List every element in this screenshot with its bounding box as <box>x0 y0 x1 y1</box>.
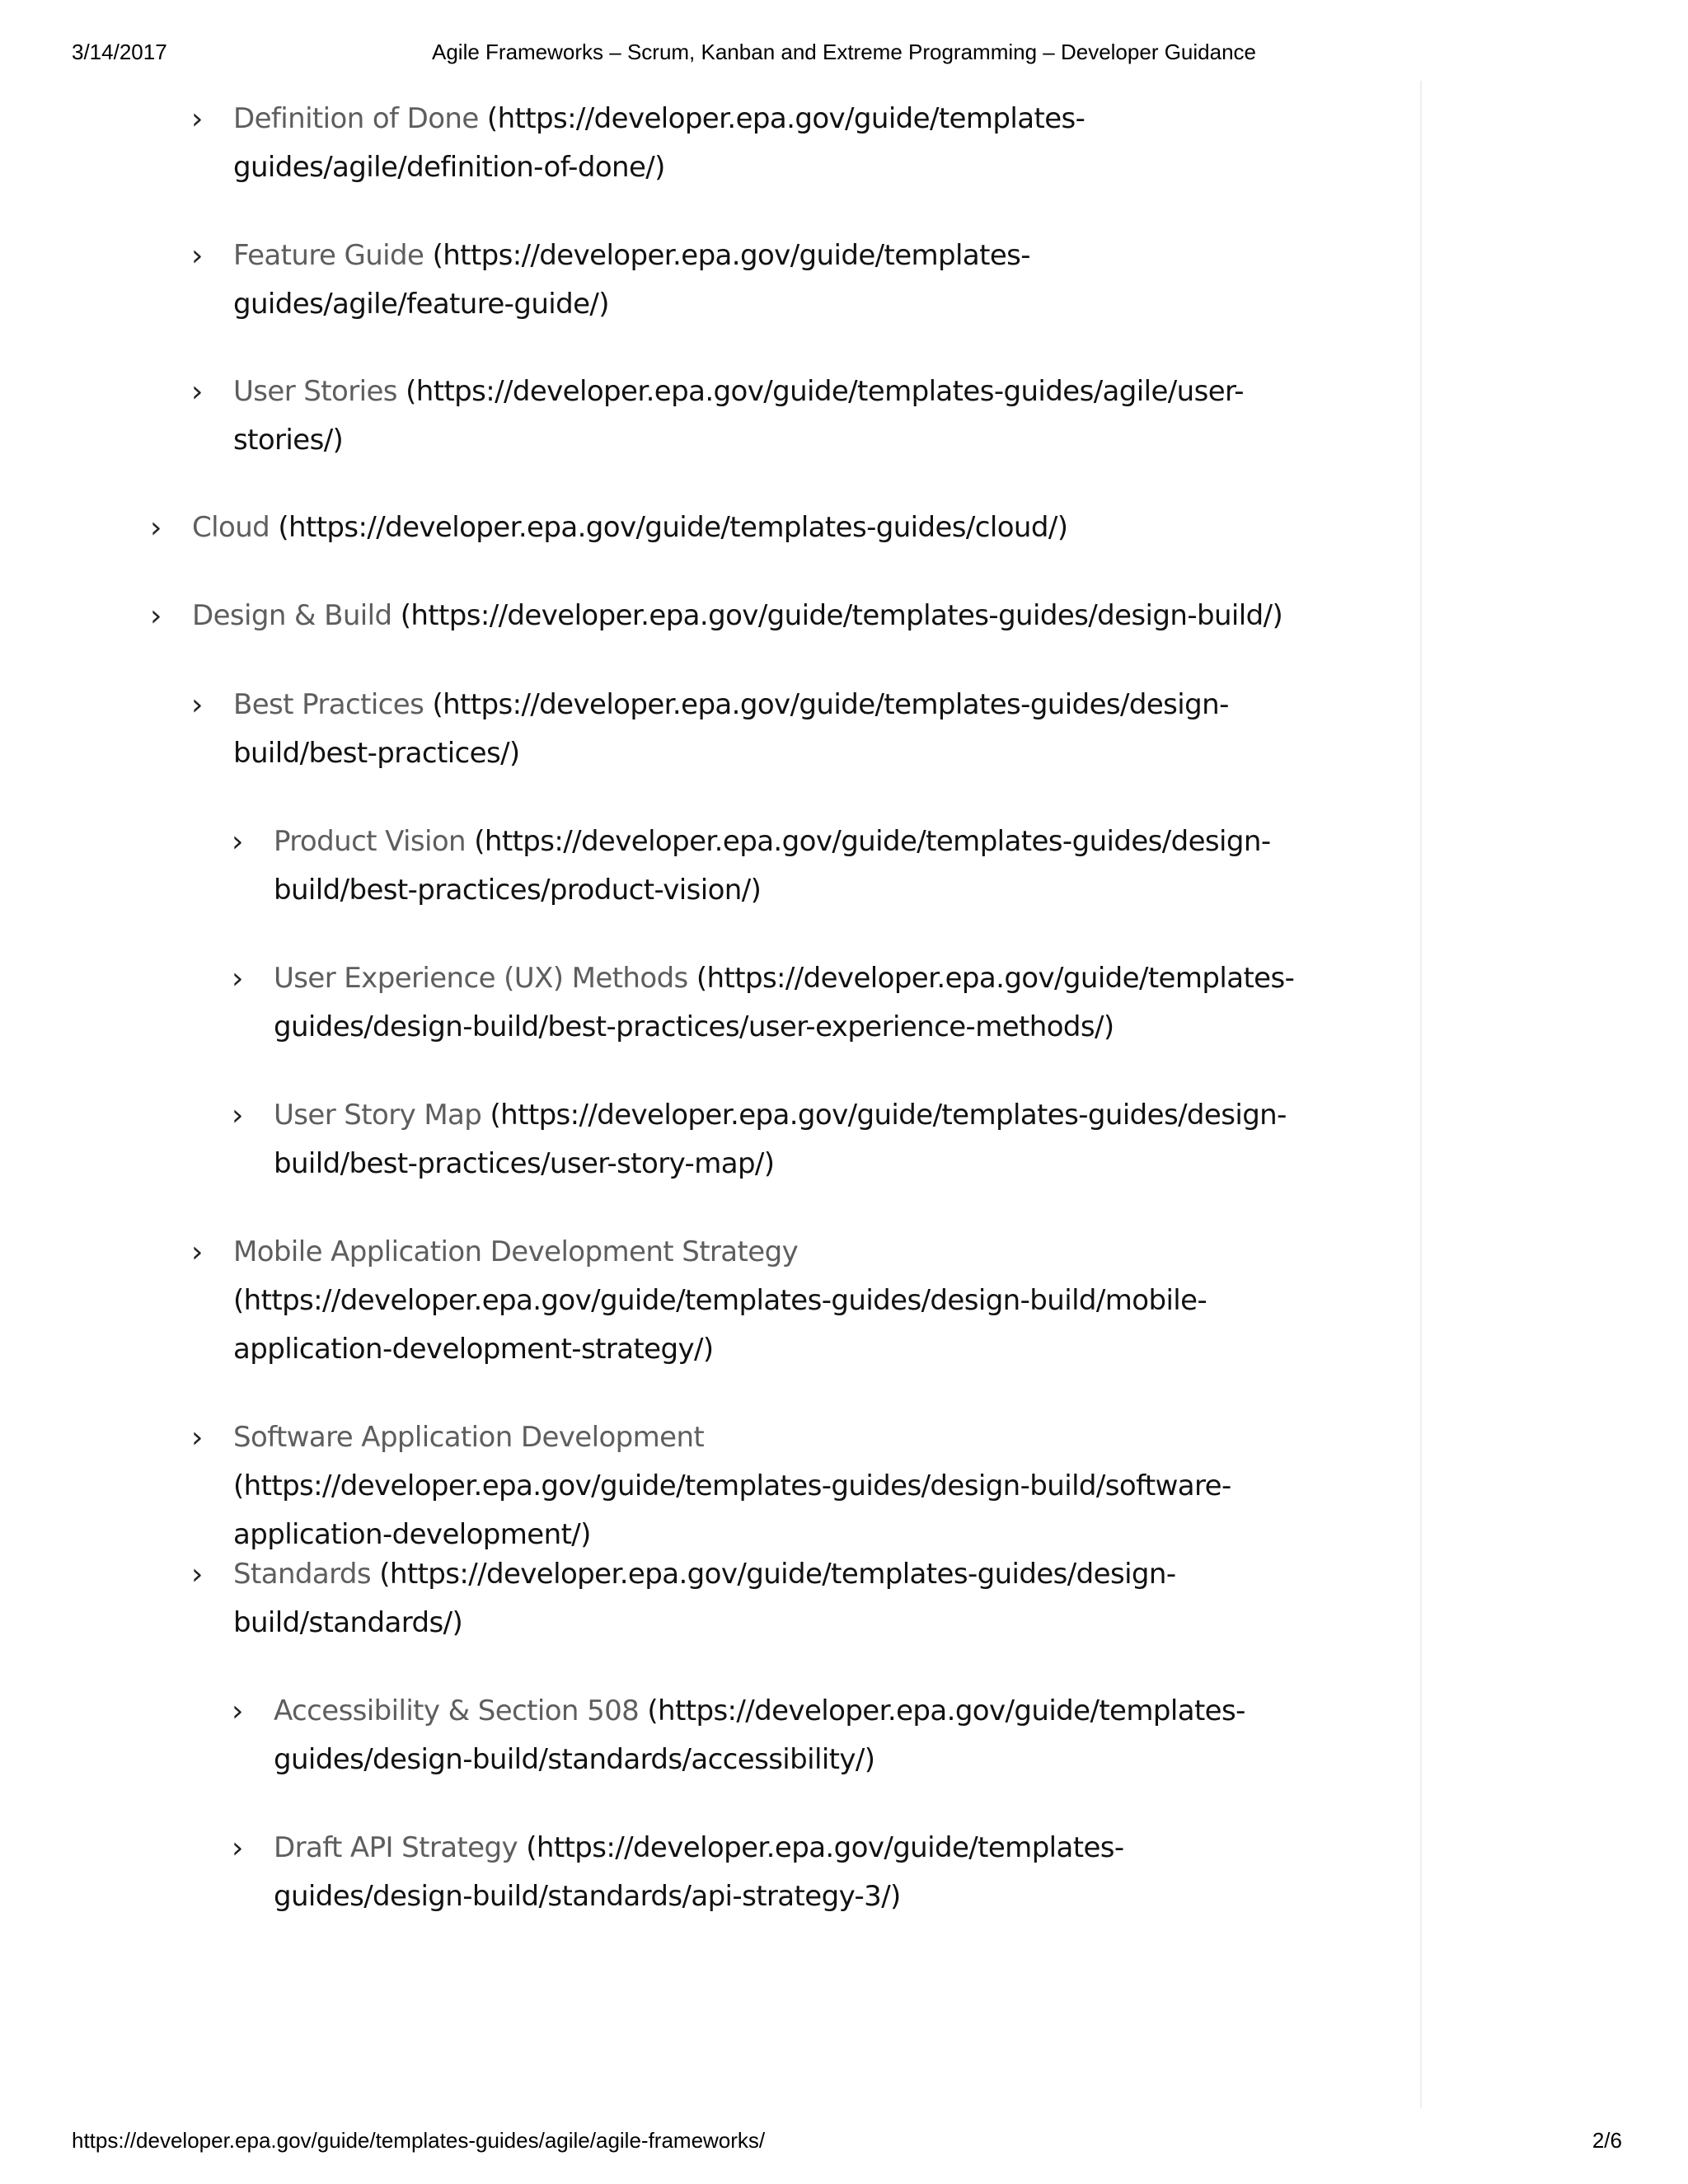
print-date: 3/14/2017 <box>72 40 167 64</box>
nav-item-url: (https://developer.epa.gov/guide/templates-guides/design-build/best-practices/user-experience-methods/) <box>274 962 1295 1043</box>
nav-item-cloud[interactable] <box>150 504 1288 552</box>
nav-item-url: (https://developer.epa.gov/guide/templates-guides/design-build/best-practices/user-story-map/) <box>274 1099 1287 1180</box>
nav-item-url: (https://developer.epa.gov/guide/templates-guides/design-build/mobile-application-development-strategy/) <box>233 1284 1207 1366</box>
nav-item-best-practices[interactable] <box>191 681 1288 778</box>
chevron-right-icon: › <box>191 102 203 136</box>
nav-item-label[interactable]: Feature Guide <box>233 239 424 272</box>
chevron-right-icon: › <box>191 1421 203 1455</box>
nav-item-label[interactable]: Draft API Strategy <box>274 1831 518 1864</box>
nav-item-url: (https://developer.epa.gov/guide/templates-guides/design-build/standards/) <box>233 1558 1176 1639</box>
nav-item-user-stories[interactable] <box>191 368 1288 465</box>
nav-item-accessibility[interactable] <box>232 1687 1296 1784</box>
chevron-right-icon: › <box>191 375 203 409</box>
nav-item-url: (https://developer.epa.gov/guide/templates-guides/cloud/) <box>278 511 1068 544</box>
chevron-right-icon: › <box>232 962 243 996</box>
nav-item-user-story-map[interactable] <box>232 1091 1296 1188</box>
chevron-right-icon: › <box>232 1694 243 1728</box>
nav-item-software-app-development[interactable] <box>191 1413 1288 1559</box>
nav-item-url: (https://developer.epa.gov/guide/templates-guides/design-build/standards/api-strategy-3/) <box>274 1831 1124 1913</box>
footer-url: https://developer.epa.gov/guide/templates-guides/agile/agile-frameworks/ <box>72 2128 766 2153</box>
nav-item-label[interactable]: User Stories <box>233 375 397 408</box>
sidebar-divider <box>1420 81 1422 2108</box>
nav-item-label[interactable]: User Story Map <box>274 1099 482 1132</box>
nav-item-label[interactable]: Cloud <box>192 511 270 544</box>
nav-item-url: (https://developer.epa.gov/guide/templates-guides/design-build/best-practices/) <box>233 688 1229 770</box>
print-footer <box>0 2128 1688 2161</box>
nav-item-url: (https://developer.epa.gov/guide/templates-guides/design-build/standards/accessibility/) <box>274 1694 1245 1776</box>
nav-item-url: (https://developer.epa.gov/guide/templates-guides/design-build/) <box>400 599 1283 632</box>
nav-item-definition-of-done[interactable] <box>191 95 1288 192</box>
nav-item-label[interactable]: Standards <box>233 1558 371 1591</box>
chevron-right-icon: › <box>232 825 243 859</box>
nav-item-label[interactable]: User Experience (UX) Methods <box>274 962 688 995</box>
chevron-right-icon: › <box>232 1099 243 1132</box>
page-title: Agile Frameworks – Scrum, Kanban and Extreme Programming – Developer Guidance <box>431 40 1256 64</box>
nav-item-label[interactable]: Mobile Application Development Strategy <box>233 1235 799 1268</box>
nav-item-label[interactable]: Design & Build <box>192 599 392 632</box>
chevron-right-icon: › <box>150 599 162 633</box>
nav-item-standards[interactable] <box>191 1550 1288 1647</box>
nav-item-url: (https://developer.epa.gov/guide/templates-guides/agile/definition-of-done/) <box>233 102 1085 184</box>
nav-item-url: (https://developer.epa.gov/guide/templates-guides/design-build/best-practices/product-vision/) <box>274 825 1271 907</box>
nav-item-user-experience-methods[interactable] <box>232 954 1296 1052</box>
nav-item-label[interactable]: Best Practices <box>233 688 424 721</box>
nav-item-design-build[interactable] <box>150 592 1288 640</box>
chevron-right-icon: › <box>191 1558 203 1591</box>
nav-item-url: (https://developer.epa.gov/guide/templates-guides/agile/feature-guide/) <box>233 239 1030 321</box>
nav-item-draft-api-strategy[interactable] <box>232 1824 1296 1921</box>
nav-item-url: (https://developer.epa.gov/guide/templates-guides/design-build/software-application-development/) <box>233 1469 1231 1551</box>
nav-item-url: (https://developer.epa.gov/guide/templates-guides/agile/user-stories/) <box>233 375 1244 457</box>
nav-item-label[interactable]: Software Application Development <box>233 1421 705 1454</box>
nav-item-mobile-app-strategy[interactable] <box>191 1228 1288 1374</box>
chevron-right-icon: › <box>191 688 203 722</box>
chevron-right-icon: › <box>191 239 203 273</box>
nav-item-feature-guide[interactable] <box>191 232 1288 329</box>
nav-item-label[interactable]: Definition of Done <box>233 102 479 135</box>
chevron-right-icon: › <box>150 511 162 545</box>
nav-item-label[interactable]: Accessibility & Section 508 <box>274 1694 640 1727</box>
chevron-right-icon: › <box>232 1831 243 1865</box>
nav-item-product-vision[interactable] <box>232 818 1296 915</box>
page-number: 2/6 <box>1592 2128 1622 2153</box>
chevron-right-icon: › <box>191 1235 203 1269</box>
nav-item-label[interactable]: Product Vision <box>274 825 466 858</box>
